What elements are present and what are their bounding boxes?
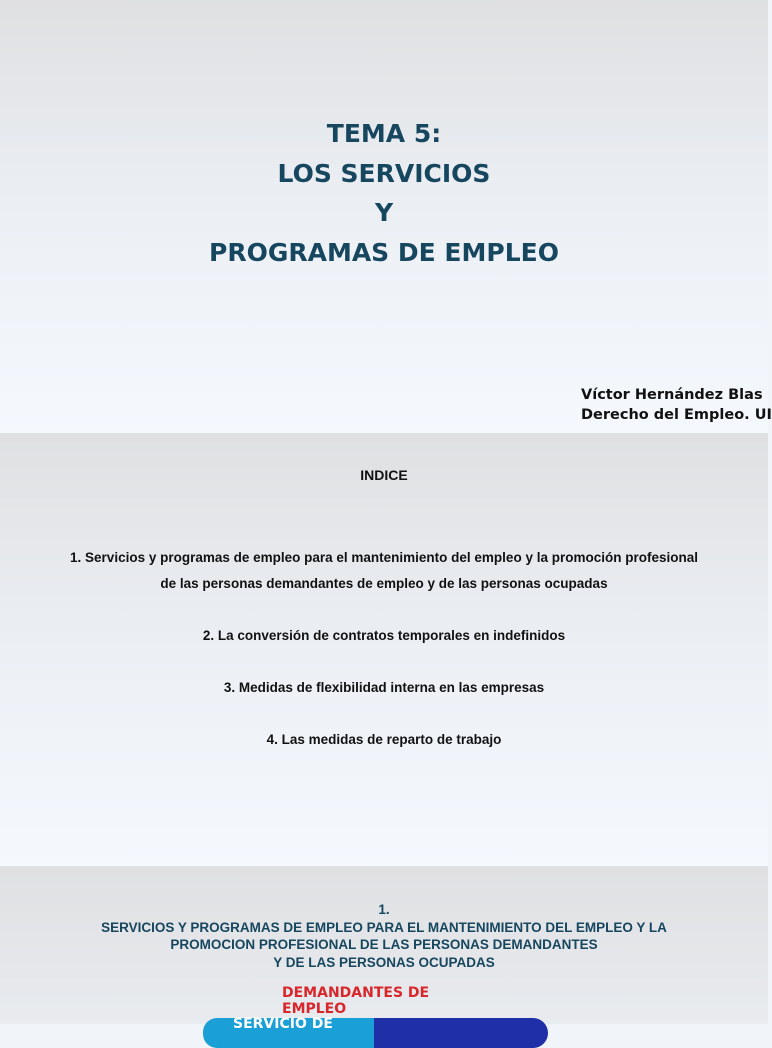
title-line: TEMA 5: [326,119,442,148]
title-line: Y [374,198,394,227]
slide-section-1 [0,866,768,1032]
title-line: PROGRAMAS DE EMPLEO [209,237,559,267]
slide-index [0,433,768,866]
section-heading-line: SERVICIOS Y PROGRAMAS DE EMPLEO PARA EL MANTENIMIENTO DEL EMPLEO Y LA [101,919,667,935]
index-item-line: 4. Las medidas de reparto de trabajo [266,732,502,747]
slide-title-heading [0,114,768,272]
index-item-line: 3. Medidas de flexibilidad interna en las empresas [223,680,545,695]
section-heading-line: 1. [378,902,390,917]
section-heading-line: Y DE LAS PERSONAS OCUPADAS [273,954,495,970]
demandantes-label: DEMANDANTES DE EMPLEO [282,985,430,1017]
title-line: LOS SERVICIOS [277,158,491,188]
course-name: Derecho del Empleo. UI [581,406,772,423]
author-name: Víctor Hernández Blas [581,387,763,403]
slide-title [0,0,772,433]
section-heading-line: PROMOCION PROFESIONAL DE LAS PERSONAS DEMANDANTES [170,937,598,952]
index-item-line: 1. Servicios y programas de empleo para el mantenimiento del empleo y la promoción profesional [70,550,698,565]
servicio-pill-right [374,1018,548,1048]
index-item [0,623,768,649]
servicio-pill-left [203,1018,378,1048]
index-item [0,727,768,753]
servicio-pill-label: SERVICIO DE [233,1016,333,1032]
index-item [0,545,768,597]
index-heading: INDICE [360,467,408,483]
index-item-line: 2. La conversión de contratos temporales en indefinidos [202,628,566,643]
index-item [0,675,768,701]
index-item-line: de las personas demandantes de empleo y de las personas ocupadas [160,576,608,591]
section-heading [0,901,768,971]
author-block [581,386,772,425]
